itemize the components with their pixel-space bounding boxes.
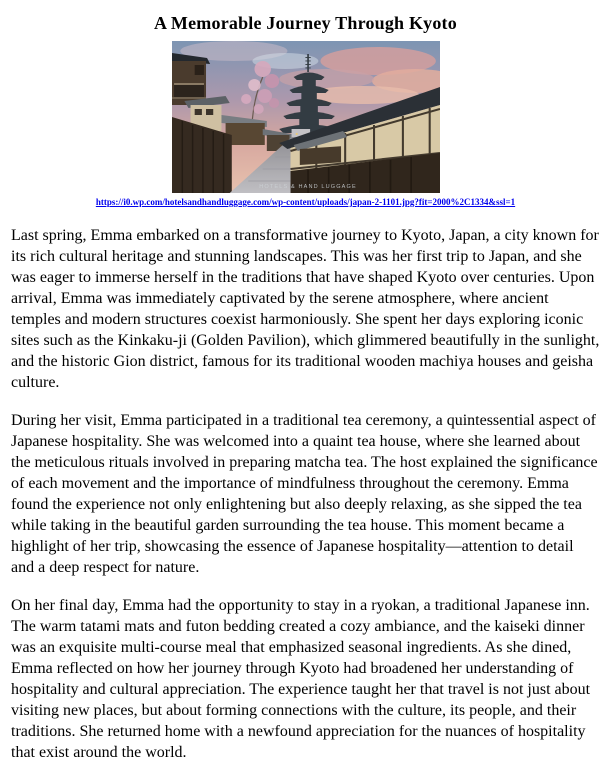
image-source-row (0, 195, 611, 208)
story-paragraph-3: On her final day, Emma had the opportunity to stay in a ryokan, a traditional Japanese inn. The warm tatami mats and futon bedding created a cozy ambiance, and the kaiseki dinner was an exquisite multi-course meal that emphasized seasonal ingredients. As she dined, Emma reflected on how her journey through Kyoto had broadened her understanding of hospitality and cultural appreciation. The experience taught her that travel is not just about visiting new places, but about forming connections with the culture, its people, and their traditions. She returned home with a newfound appreciation for the nuances of hospitality that exist around the world. (11, 597, 591, 761)
image-source-link[interactable]: https://i0.wp.com/hotelsandhandluggage.com/wp-content/uploads/japan-2-1101.jpg?fit=2000%2C1334&ssl=1 (95, 197, 516, 207)
kyoto-photo (172, 41, 440, 193)
kyoto-photo-illustration (172, 41, 440, 193)
story-paragraph-2: During her visit, Emma participated in a traditional tea ceremony, a quintessential aspect of Japanese hospitality. She was welcomed into a quaint tea house, where she learned about the meticulous rituals involved in preparing matcha tea. The host explained the significance of each movement and the importance of mindfulness throughout the ceremony. Emma found the experience not only enlightening but also deeply relaxing, as she sipped the tea while taking in the beautiful garden surrounding the tea house. This moment became a highlight of her trip, showcasing the essence of Japanese hospitality—attention to detail and a deep respect for nature. (11, 412, 598, 576)
left-building (172, 53, 210, 105)
page-title: A Memorable Journey Through Kyoto (154, 13, 457, 33)
story-body (0, 225, 611, 763)
story-paragraph-1: Last spring, Emma embarked on a transformative journey to Kyoto, Japan, a city known for its rich cultural heritage and stunning landscapes. This was her first trip to Japan, and she was eager to immerse herself in the traditions that have shaped Kyoto over centuries. Upon arrival, Emma was immediately captivated by the serene atmosphere, where ancient temples and modern structures coexist harmoniously. She spent her days exploring iconic sites such as the Kinkaku-ji (Golden Pavilion), which glimmered beautifully in the sunlight, and the historic Gion district, famous for its traditional wooden machiya houses and geisha culture. (11, 227, 600, 391)
document-page (0, 13, 611, 761)
photo-watermark: HOTELS & HAND LUGGAGE (258, 184, 357, 190)
